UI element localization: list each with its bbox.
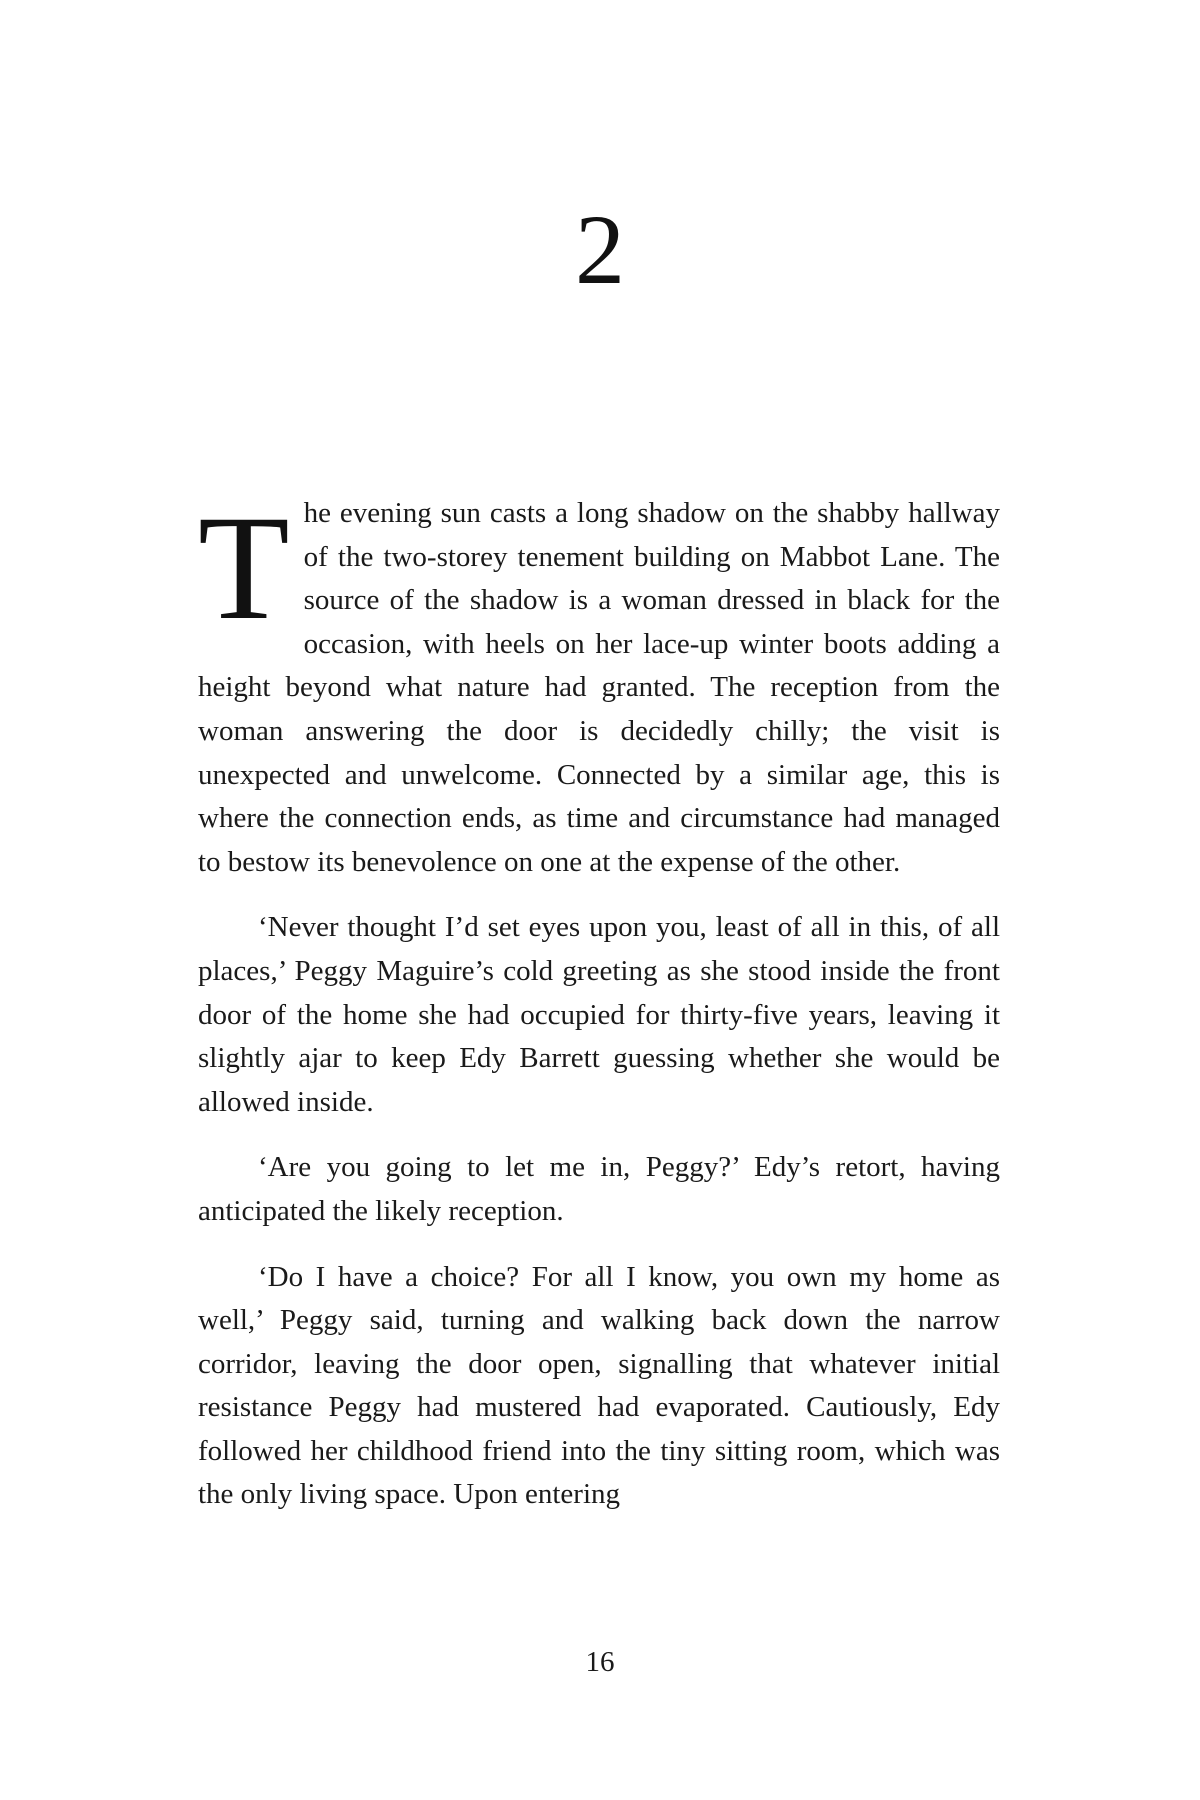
- chapter-number: 2: [575, 194, 625, 305]
- paragraph-1-text: he evening sun casts a long shadow on the shabby hallway of the two-storey tenement building on Mabbot Lane. The source of the shadow is a woman dressed in black for the occasion, with heels on her lace-up winter boots adding a height beyond what nature had granted. The reception from the woman answering the door is decidedly chilly; the visit is unexpected and unwelcome. Connected by a similar age, this is where the connection ends, as time and circumstance had managed to bestow its benevolence on one at the expense of the other.: [198, 497, 1000, 878]
- paragraph-4: ‘Do I have a choice? For all I know, you own my home as well,’ Peggy said, turning and walking back down the narrow corridor, leaving the door open, signalling that whatever initial resistance Peggy had mustered had evaporated. Cautiously, Edy followed her childhood friend into the tiny sitting room, which was the only living space. Upon entering: [198, 1260, 1000, 1511]
- page-number: 16: [585, 1646, 615, 1678]
- drop-cap: T: [198, 485, 290, 651]
- chapter-body: [198, 485, 1000, 1539]
- paragraph-1: [198, 485, 1000, 884]
- paragraph-3: ‘Are you going to let me in, Peggy?’ Edy’s retort, having anticipated the likely reception.: [198, 1151, 1000, 1227]
- paragraph-2: ‘Never thought I’d set eyes upon you, least of all in this, of all places,’ Peggy Maguire’s cold greeting as she stood inside the front door of the home she had occupied for thirty-five years, leaving it slightly ajar to keep Edy Barrett guessing whether she would be allowed inside.: [198, 911, 1000, 1118]
